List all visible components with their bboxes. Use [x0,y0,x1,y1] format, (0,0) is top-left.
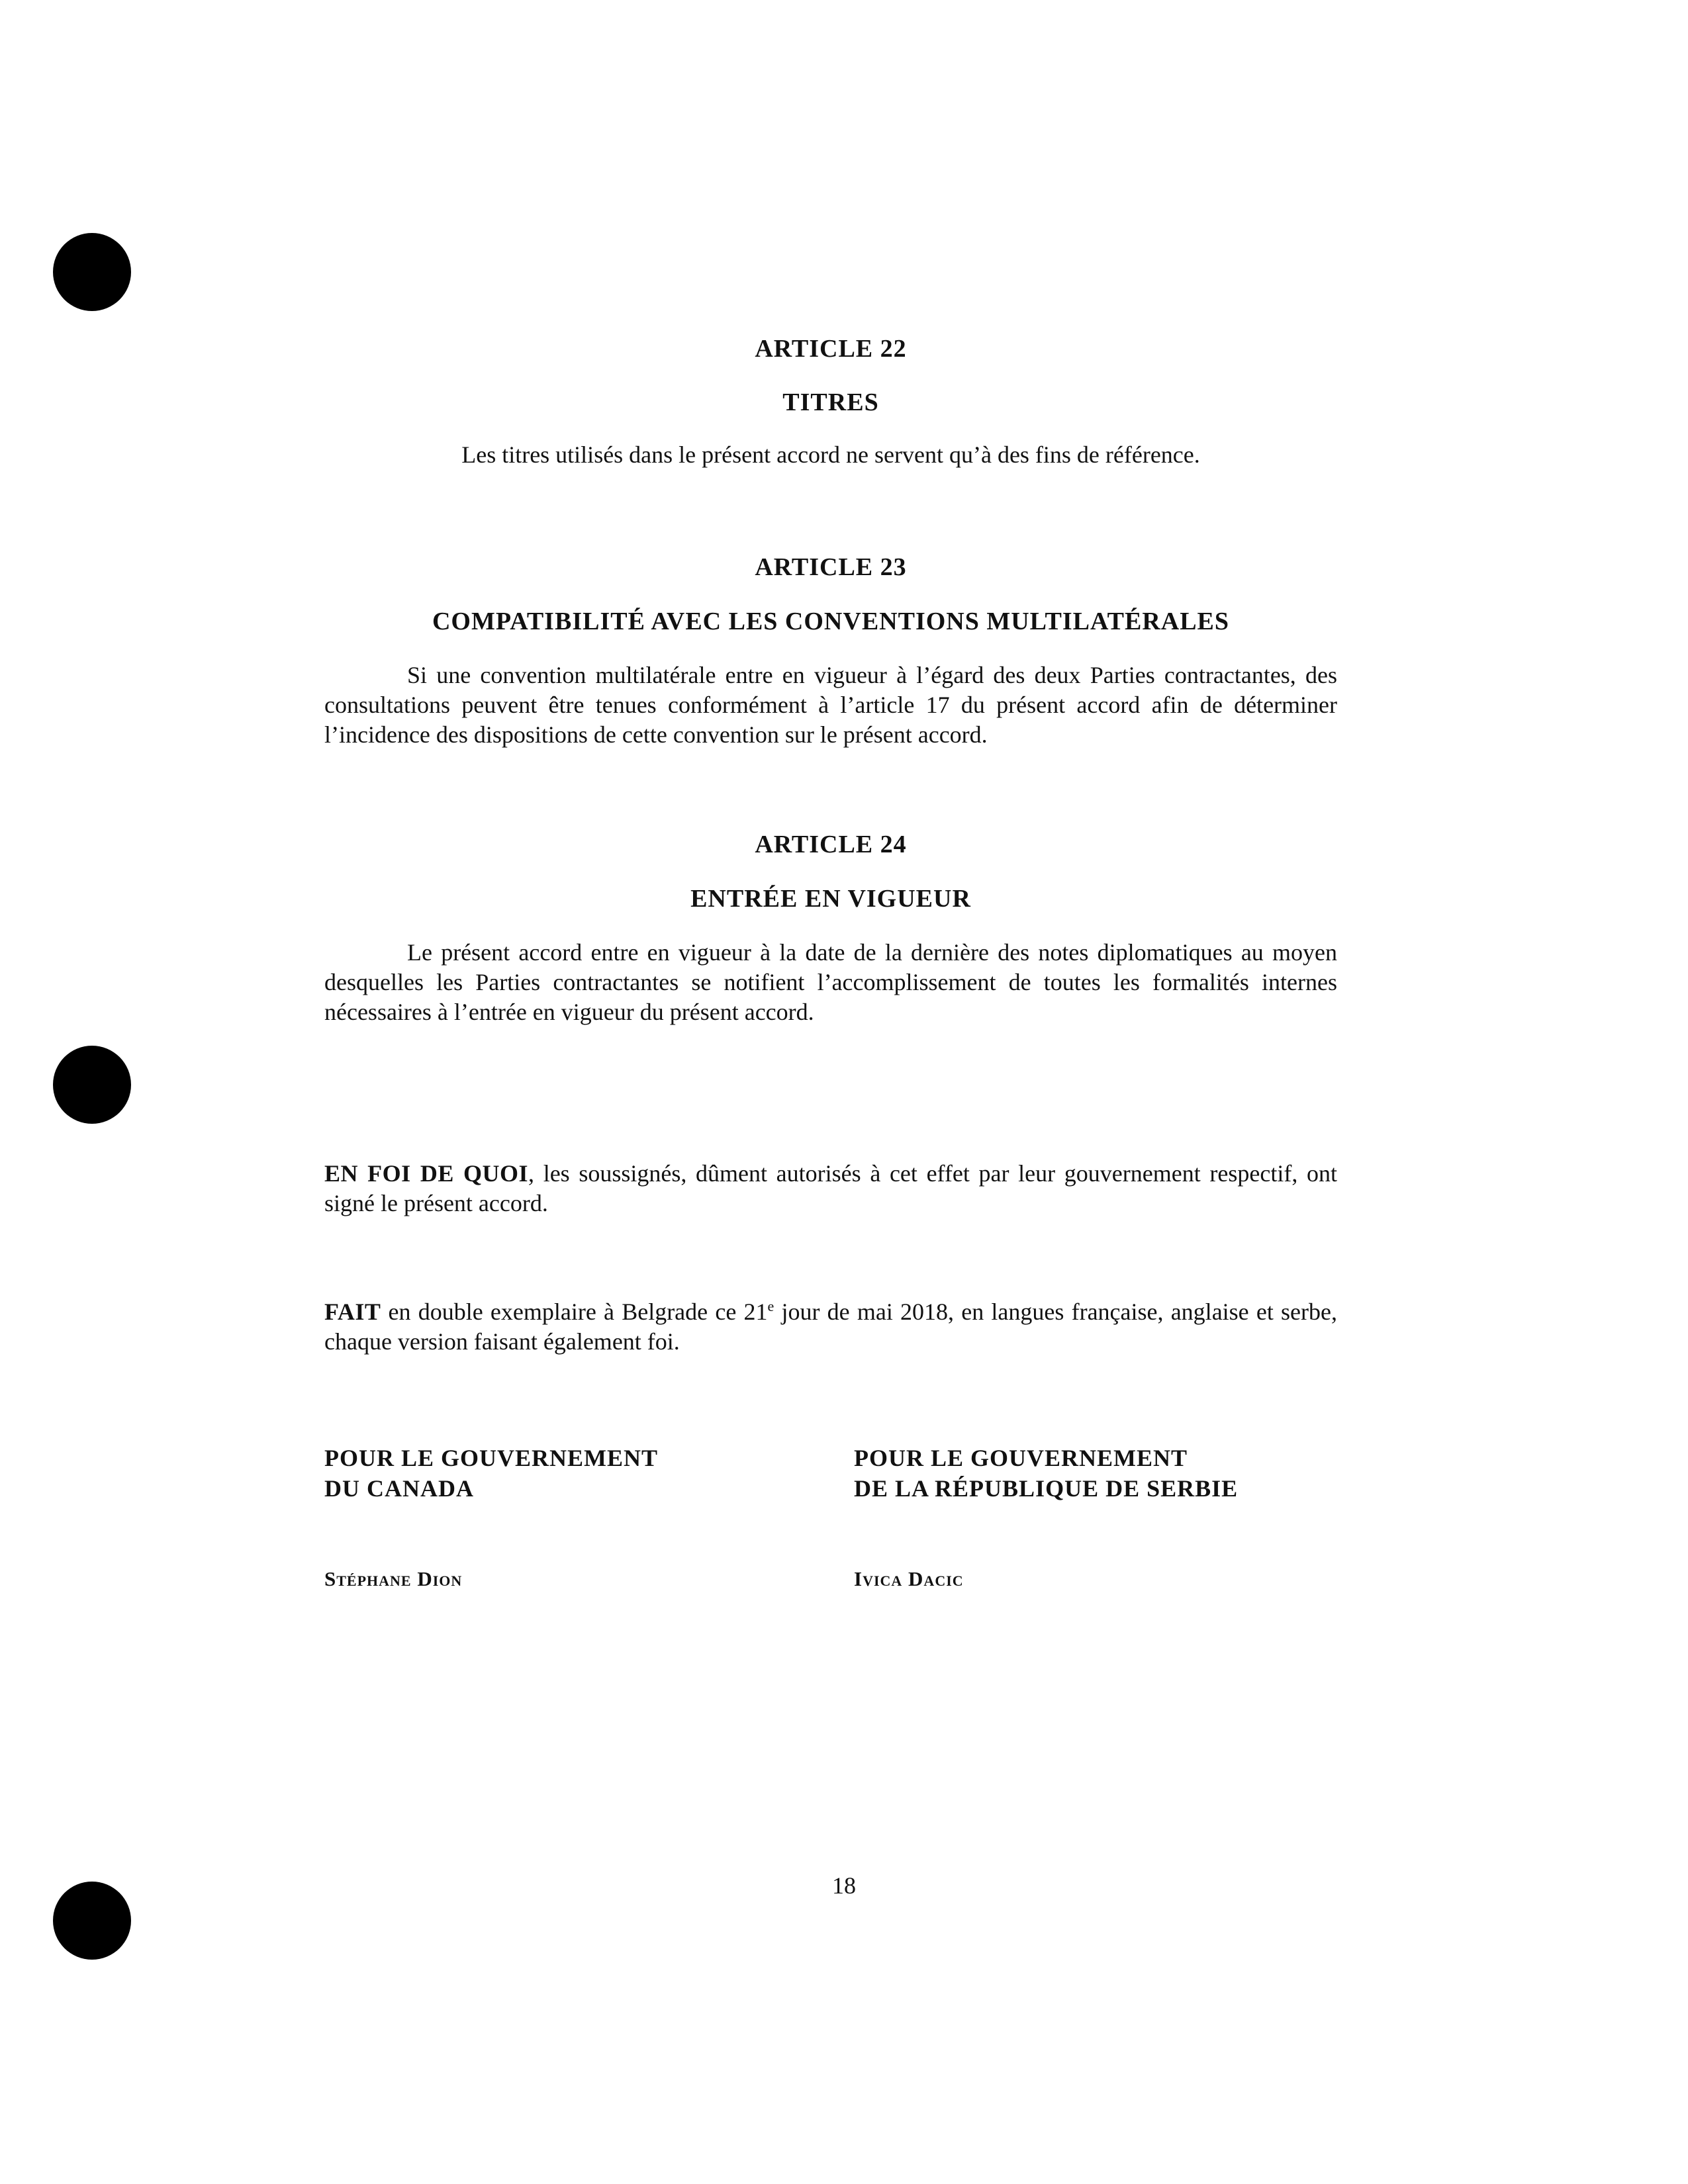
article-22-number: ARTICLE 22 [755,335,907,363]
signatory-canada [324,1443,801,1504]
done-at-text-2: jour de mai 2018, en langues française, anglaise et serbe, chaque version faisant également foi. [324,1298,1337,1355]
article-22-text: Les titres utilisés dans le présent accord ne servent qu’à des fins de référence. [461,441,1200,468]
done-at-text-1: en double exemplaire à Belgrade ce 21 [381,1298,768,1325]
article-23-number: ARTICLE 23 [755,553,907,581]
page-number: 18 [832,1872,856,1899]
done-at-ordinal: e [767,1298,774,1314]
punch-hole-top [53,233,131,311]
article-23-text: Si une convention multilatérale entre en vigueur à l’égard des deux Parties contractantes, des consultations peuvent être tenues conformément à l’article 17 du présent accord afin de déterminer l’incidence des dispositions de cette convention sur le présent accord. [324,662,1337,748]
article-22-title: TITRES [782,388,879,416]
witness-lead: EN FOI DE QUOI [324,1160,529,1187]
article-24-number: ARTICLE 24 [755,831,907,858]
done-at-lead: FAIT [324,1298,381,1325]
signatory-canada-name: Stéphane Dion [324,1567,463,1590]
document-page [324,0,1337,2184]
signatory-serbia [854,1443,1337,1504]
signatory-serbia-name: Ivica Dacic [854,1567,964,1590]
done-at-clause [324,1297,1337,1357]
signatory-canada-line2: DU CANADA [324,1475,474,1502]
article-24-title: ENTRÉE EN VIGUEUR [690,885,971,913]
article-23-title: COMPATIBILITÉ AVEC LES CONVENTIONS MULTILATÉRALES [432,608,1230,635]
signatory-serbia-line1: POUR LE GOUVERNEMENT [854,1445,1188,1471]
article-24-text: Le présent accord entre en vigueur à la date de la dernière des notes diplomatiques au moyen desquelles les Parties contractantes se notifient l’accomplissement de toutes les formalités internes nécessaires à l’entrée en vigueur du présent accord. [324,939,1337,1025]
signatory-canada-line1: POUR LE GOUVERNEMENT [324,1445,659,1471]
punch-hole-middle [53,1046,131,1124]
signatory-serbia-line2: DE LA RÉPUBLIQUE DE SERBIE [854,1475,1239,1502]
witness-clause [324,1159,1337,1218]
witness-text: , les soussignés, dûment autorisés à cet effet par leur gouvernement respectif, ont signé le présent accord. [324,1160,1337,1216]
